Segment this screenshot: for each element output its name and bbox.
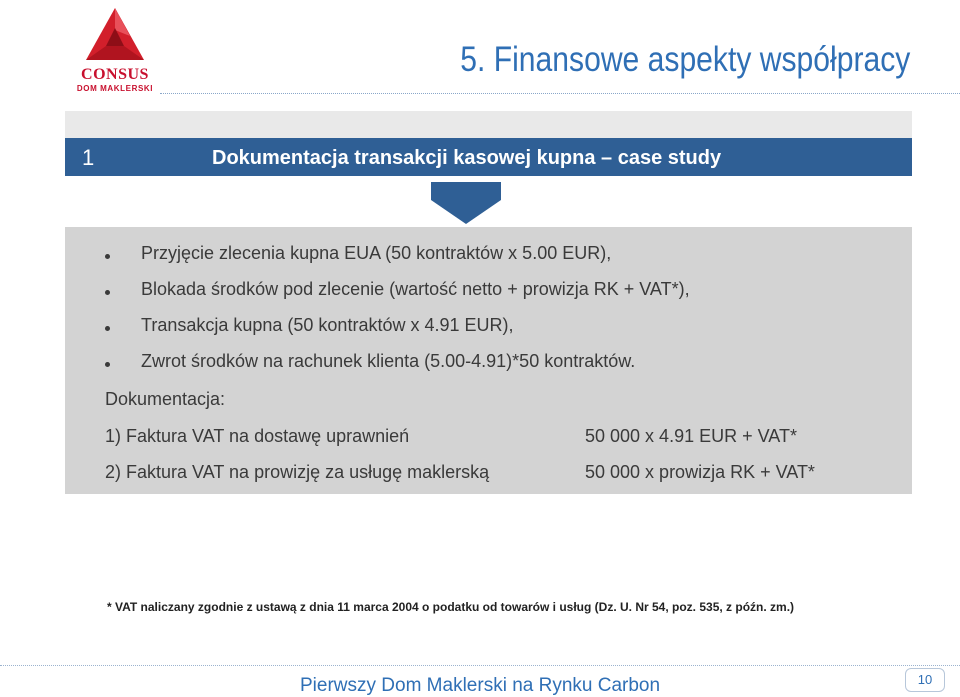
slide-title: 5. Finansowe aspekty współpracy: [459, 40, 910, 79]
documentation-value: 50 000 x 4.91 EUR + VAT*: [585, 426, 797, 446]
bullet-icon: [105, 290, 110, 295]
documentation-row: [105, 426, 797, 447]
bullet-icon: [105, 326, 110, 331]
bullet-icon: [105, 362, 110, 367]
bullet-text: Transakcja kupna (50 kontraktów x 4.91 EUR),: [141, 315, 514, 335]
section-banner: [65, 138, 912, 176]
bullet-text: Zwrot środków na rachunek klienta (5.00-4.91)*50 kontraktów.: [141, 351, 636, 371]
consus-logo: [60, 6, 170, 93]
documentation-value: 50 000 x prowizja RK + VAT*: [585, 462, 815, 482]
bullet-text: Blokada środków pod zlecenie (wartość netto + prowizja RK + VAT*),: [141, 279, 690, 299]
footer-divider: [0, 665, 960, 666]
logo-triangle-icon: [84, 6, 146, 64]
vat-footnote: * VAT naliczany zgodnie z ustawą z dnia 11 marca 2004 o podatku od towarów i usług (Dz. U. Nr 54, poz. 535, z późn. zm.): [107, 600, 795, 614]
content-panel: [65, 227, 912, 494]
bullet-text: Przyjęcie zlecenia kupna EUA (50 kontraktów x 5.00 EUR),: [141, 243, 612, 263]
banner-number: 1: [82, 145, 95, 170]
title-divider: [160, 93, 960, 94]
footer-text: Pierwszy Dom Maklerski na Rynku Carbon: [300, 675, 661, 696]
documentation-item: 2) Faktura VAT na prowizję za usługę maklerską: [105, 462, 490, 482]
documentation-label: Dokumentacja:: [105, 389, 226, 409]
logo-subtitle: DOM MAKLERSKI: [76, 84, 154, 93]
bullet-icon: [105, 254, 110, 259]
down-arrow-icon: [431, 182, 501, 224]
documentation-row: [105, 462, 815, 483]
banner-top-strip: [65, 111, 912, 138]
banner-title: Dokumentacja transakcji kasowej kupna – case study: [212, 147, 722, 169]
page-number: 10: [905, 668, 945, 692]
logo-name: CONSUS: [81, 66, 149, 83]
documentation-item: 1) Faktura VAT na dostawę uprawnień: [105, 426, 410, 446]
